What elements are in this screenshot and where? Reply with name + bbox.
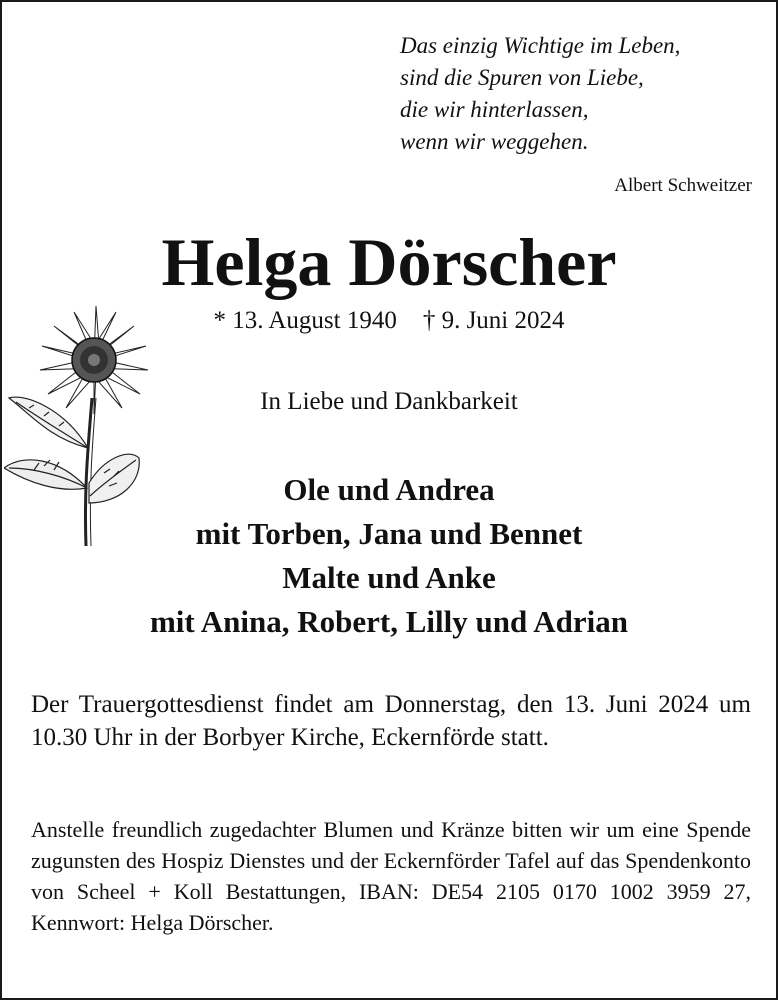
death-date: † 9. Juni 2024	[422, 307, 565, 334]
birth-date: * 13. August 1940	[213, 307, 397, 334]
family-line: Malte und Anke	[282, 560, 496, 595]
quote-line: die wir hinterlassen,	[400, 97, 589, 122]
quote-line: Das einzig Wichtige im Leben,	[400, 33, 681, 58]
quote	[400, 30, 680, 158]
quote-author: Albert Schweitzer	[614, 175, 752, 196]
family-line: mit Torben, Jana und Bennet	[195, 516, 583, 551]
deceased-name: Helga Dörscher	[161, 224, 617, 300]
family-line: mit Anina, Robert, Lilly und Adrian	[149, 604, 629, 639]
service-info: Der Trauergottesdienst findet am Donnerstag, den 13. Juni 2024 um 10.30 Uhr in der Borbyer Kirche, Eckernförde statt.	[31, 691, 751, 751]
quote-line: wenn wir weggehen.	[400, 129, 589, 154]
donation-info: Anstelle freundlich zugedachter Blumen und Kränze bitten wir um eine Spende zugunsten des Hospiz Dienstes und der Eckernförder Tafel auf das Spendenkonto von Scheel + Koll Bestattungen, IBAN: DE54 2105 0170 1002 3959 27, Kennwort: Helga Dörscher.	[31, 817, 751, 935]
family-line: Ole und Andrea	[283, 472, 495, 507]
life-dates	[2, 307, 776, 335]
quote-line: sind die Spuren von Liebe,	[400, 65, 644, 90]
family-list	[2, 468, 776, 644]
dedication: In Liebe und Dankbarkeit	[260, 388, 518, 415]
